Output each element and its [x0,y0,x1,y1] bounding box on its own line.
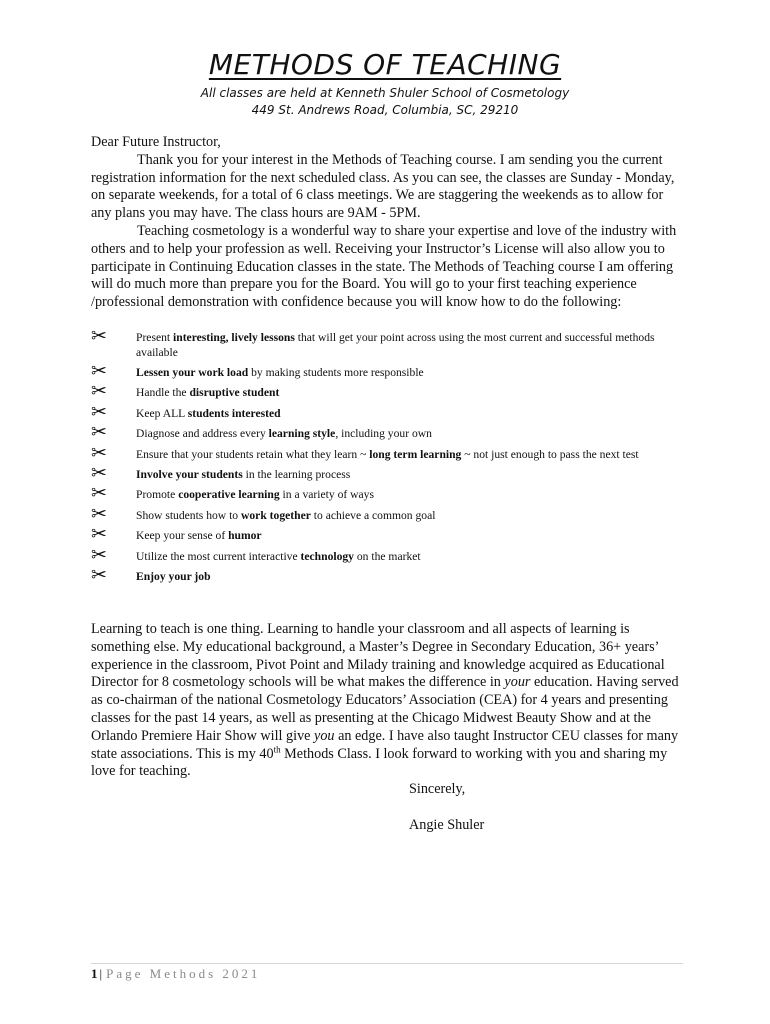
ordinal-suffix: th [273,743,281,754]
footer-separator: | [99,966,103,981]
paragraph-2: Teaching cosmetology is a wonderful way to share your expertise and love of the industry with others and to help your profession as well. Receiving your Instructor’s License will also allow you to participate in Continuing Education classes in the state. The Methods of Teaching course I am offering will do much more than prepare you for the Board. You will go to your first teaching experience /professional demonstration with confidence because you will know how to do the following: [91,222,677,311]
list-item [91,563,681,586]
closing-emphasis: your [504,674,531,691]
footer-divider [91,963,683,964]
list-item-emphasis: work together [241,508,311,522]
letter-intro [91,134,681,312]
list-item-text: Keep your sense of [136,529,229,543]
list-item [91,325,681,360]
scissors-icon: ✂ [91,400,107,423]
page-footer [91,966,260,982]
list-item-text: by making students more responsible [248,365,424,379]
closing-emphasis: you [314,727,335,744]
closing-text-part: Methods Class. I look forward to working with you and sharing my love for teaching. [91,745,668,780]
closing-text-part: Learning to teach is one thing. Learning to handle your classroom and all aspects of learning is something else. My educational background, a Master’s Degree in Secondary Education, 36+ years’ experience in the classroom, Pivot Point and Milady training and knowledge acquired as Educational Director for 8 cosmetology schools will be what makes the difference in [91,621,665,691]
list-item [91,400,681,423]
scissors-icon: ✂ [91,502,107,525]
list-item-emphasis: interesting, lively lessons [173,331,295,344]
scissors-icon: ✂ [91,482,107,505]
sincerely: Sincerely, [409,781,466,797]
list-item [91,421,681,444]
list-item-text: ~ not just enough to pass the next test [461,447,639,461]
list-item [91,461,681,484]
list-item [91,441,681,464]
scissors-icon: ✂ [91,359,107,382]
scissors-icon: ✂ [91,563,107,586]
list-item [91,502,681,525]
list-item-text: Keep ALL [136,406,188,420]
school-address: 449 St. Andrews Road, Columbia, SC, 29210 [251,103,519,117]
list-item-emphasis: students interested [187,406,281,420]
signature: Angie Shuler [409,817,485,833]
scissors-icon: ✂ [91,380,107,403]
list-item-text: Promote [136,488,179,502]
list-item-text: Utilize the most current interactive [136,549,301,563]
page-number: 1 [91,966,98,981]
list-item [91,543,681,566]
list-item-text: to achieve a common goal [310,508,436,522]
list-item-text: on the market [353,549,421,563]
scissors-icon: ✂ [91,543,107,566]
list-item-emphasis: technology [300,549,354,563]
skills-list [91,325,681,590]
closing-text-part: education. Having served as co-chairman of the national Cosmetology Educators’ Association (CEA) for 4 years and presenting classes for the past 14 years, as well as presenting at the Chicago Midwest Beauty Show and at the Orlando Premiere Hair Show will give [91,674,679,744]
school-name: All classes are held at Kenneth Shuler School of Cosmetology [200,86,570,100]
closing-paragraph [91,621,681,781]
list-item-text: Show students how to [136,508,241,522]
list-item-text: in the learning process [242,467,351,481]
list-item-text: Diagnose and address every [136,427,269,441]
list-item-emphasis: Lessen your work load [136,365,249,379]
paragraph-1: Thank you for your interest in the Methods of Teaching course. I am sending you the current registration information for the next scheduled class. As you can see, the classes are Sunday - Monday, on separate weekends, for a total of 6 class meetings. We are staggering the weekends as to allow for any plans you may have. The class hours are 9AM - 5PM. [91,151,675,222]
list-item-emphasis: disruptive student [189,386,280,400]
closing-text-part: an edge. I have also taught Instructor CEU classes for many state associations. This is my 40 [91,727,679,762]
list-item-text: , including your own [335,427,432,441]
list-item-text: in a variety of ways [279,488,374,502]
list-item [91,359,681,382]
list-item-emphasis: humor [228,529,262,543]
scissors-icon: ✂ [91,441,107,464]
list-item-emphasis: cooperative learning [178,488,280,502]
list-item [91,482,681,505]
scissors-icon: ✂ [91,461,107,484]
list-item-emphasis: learning style [268,427,336,441]
list-item-emphasis: Enjoy your job [136,569,211,583]
scissors-icon: ✂ [91,523,107,546]
closing-text [91,621,681,781]
greeting: Dear Future Instructor, [91,134,221,150]
scissors-icon: ✂ [91,421,107,444]
page-title: METHODS OF TEACHING [208,48,562,81]
list-item-text: that will get your point across using the most current and successful methods available [136,331,655,359]
list-item-text: Ensure that your students retain what they learn ~ [136,447,370,461]
list-item [91,523,681,546]
list-item-emphasis: Involve your students [136,467,243,481]
scissors-icon: ✂ [91,325,107,347]
list-item-text: Present [136,331,174,344]
footer-label: Page Methods 2021 [106,966,261,981]
list-item [91,380,681,403]
list-item-emphasis: long term learning [369,447,462,461]
list-item-text: Handle the [136,386,190,400]
